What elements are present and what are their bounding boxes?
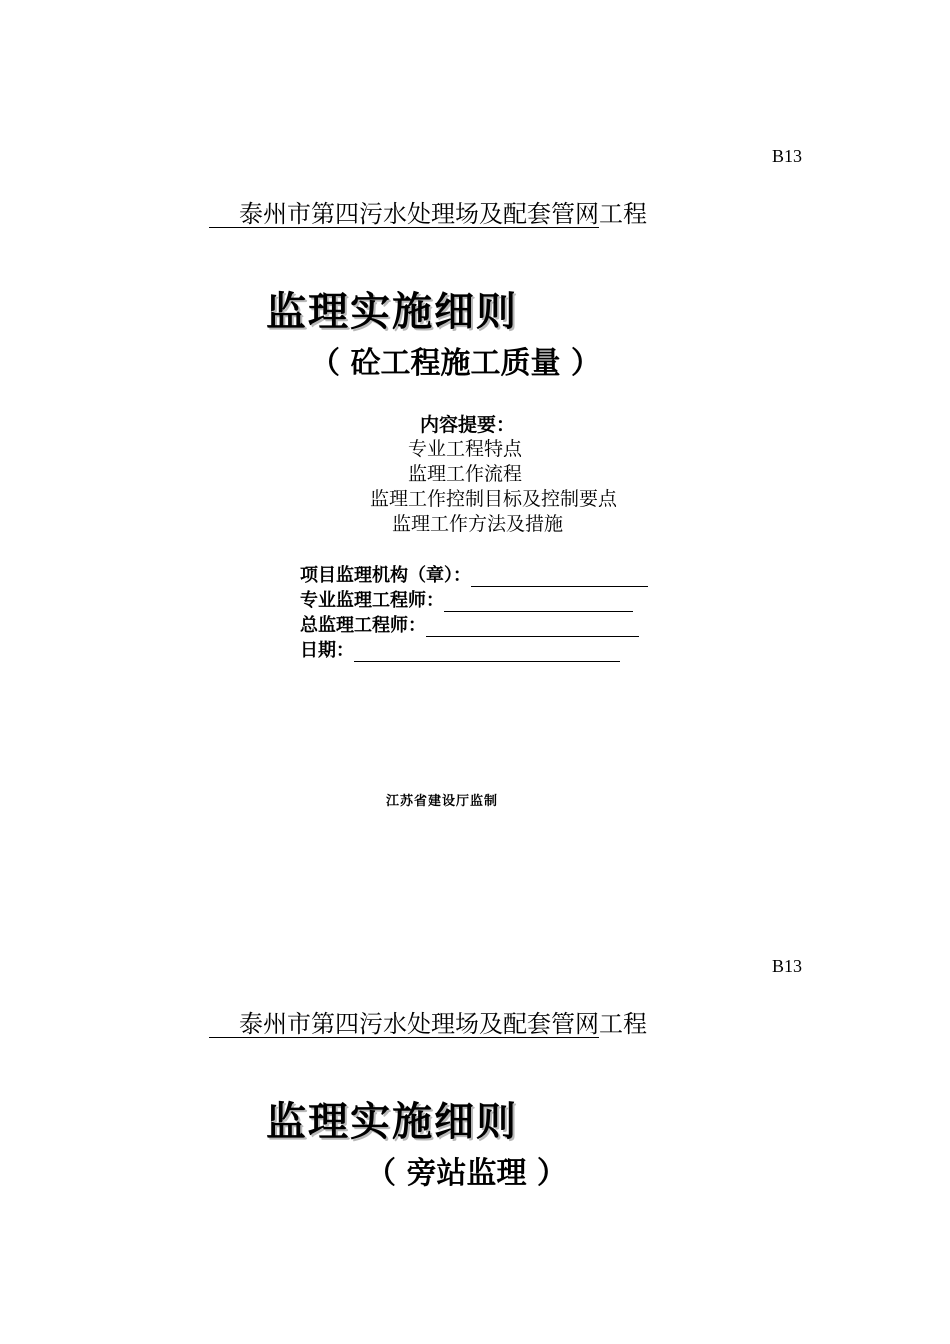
summary-item: 监理工作流程 (408, 463, 523, 485)
signature-line (426, 622, 639, 637)
sign-field-engineer (300, 586, 633, 612)
project-name: 泰州市第四污水处理场及配套管网 (209, 202, 599, 228)
signature-line (444, 597, 633, 612)
summary-item: 专业工程特点 (408, 438, 523, 460)
project-suffix: 工程 (599, 200, 647, 228)
form-code: B13 (772, 146, 803, 166)
sign-label: 专业监理工程师： (300, 590, 444, 611)
project-title-line (209, 1004, 647, 1039)
project-suffix: 工程 (599, 1010, 647, 1038)
summary-heading: 内容提要： (420, 414, 516, 436)
sign-field-date (300, 636, 620, 662)
document-title: 监理实施细则 (266, 289, 518, 335)
signature-line (471, 572, 648, 587)
sign-label: 项目监理机构（章）： (300, 565, 471, 586)
signature-line (354, 647, 620, 662)
sign-label: 日期： (300, 640, 354, 661)
project-title-line (209, 194, 647, 229)
document-title: 监理实施细则 (266, 1099, 518, 1145)
form-code: B13 (772, 956, 803, 976)
document-subtitle: （ 砼工程施工质量 ） (310, 346, 601, 381)
project-name: 泰州市第四污水处理场及配套管网 (209, 1012, 599, 1038)
sign-label: 总监理工程师： (300, 615, 426, 636)
document-subtitle: （ 旁站监理 ） (366, 1156, 567, 1191)
issuer-note: 江苏省建设厅监制 (386, 794, 499, 809)
summary-item: 监理工作控制目标及控制要点 (370, 488, 618, 510)
sign-field-chief (300, 611, 639, 637)
sign-field-agency (300, 561, 648, 587)
summary-item: 监理工作方法及措施 (392, 513, 564, 535)
